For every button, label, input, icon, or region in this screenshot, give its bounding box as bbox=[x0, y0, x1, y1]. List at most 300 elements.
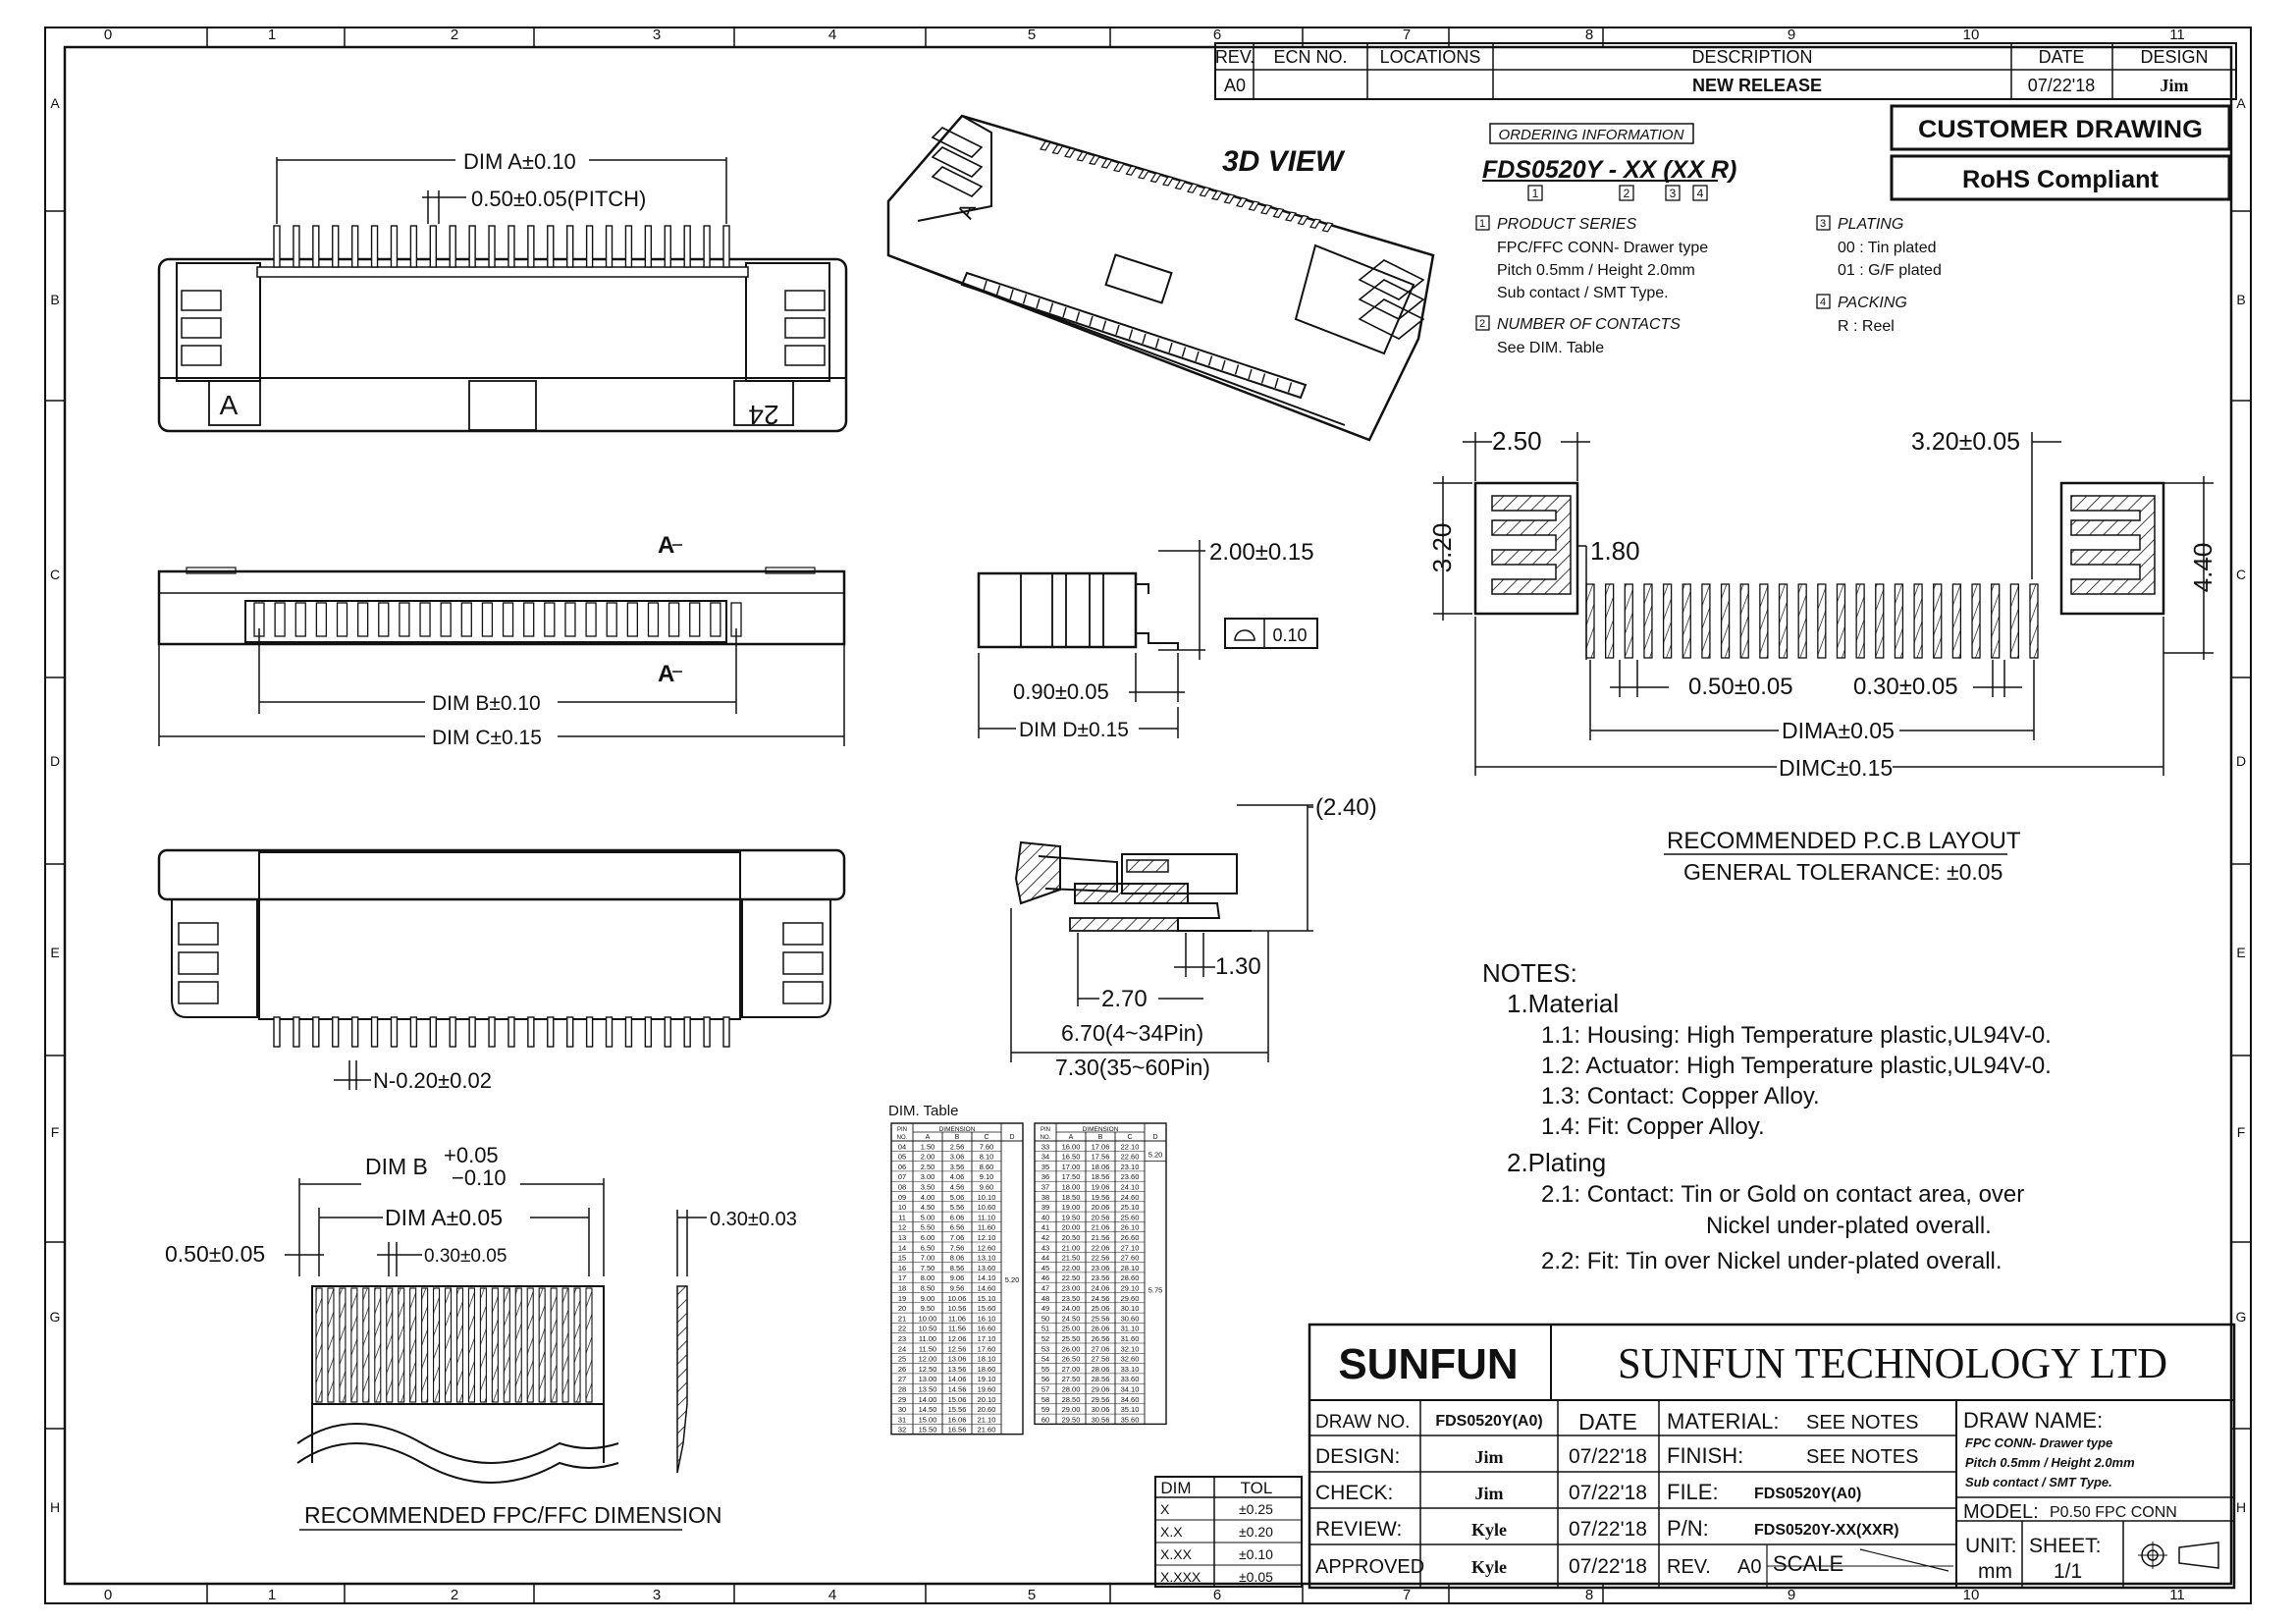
dim-table-cell: 08 bbox=[897, 1182, 907, 1192]
pin bbox=[1169, 343, 1172, 352]
dim-table-cell: 17.50 bbox=[1061, 1172, 1081, 1182]
dim-table-cell: 25.10 bbox=[1120, 1203, 1140, 1213]
pcb-pad bbox=[1644, 584, 1652, 658]
top-view bbox=[159, 149, 846, 431]
pin bbox=[333, 1017, 339, 1047]
ecn-header: ECN NO. bbox=[1273, 47, 1348, 67]
dim-table-cell: 17 bbox=[897, 1273, 907, 1283]
svg-text:3: 3 bbox=[1819, 218, 1827, 230]
pin bbox=[469, 226, 475, 267]
dim-table-cell: 60 bbox=[1041, 1415, 1050, 1425]
dim-table-cell: 26.56 bbox=[1091, 1334, 1110, 1343]
top-view-mark-a: A bbox=[219, 390, 239, 420]
dim-table-cell: 9.60 bbox=[979, 1182, 994, 1192]
border-number: 4 bbox=[828, 1587, 837, 1603]
pcb-title: RECOMMENDED P.C.B LAYOUT bbox=[1667, 828, 2021, 854]
dim-table-cell: 10.56 bbox=[947, 1304, 967, 1314]
pin bbox=[1063, 307, 1066, 317]
fpc-finger bbox=[363, 1288, 369, 1402]
pitch-n-label: N-0.20±0.02 bbox=[373, 1068, 492, 1093]
material-value: SEE NOTES bbox=[1806, 1412, 1919, 1434]
fpc-dim-a: DIM A±0.05 bbox=[385, 1205, 504, 1230]
pin bbox=[1222, 360, 1225, 370]
dim-table-cell: 25.56 bbox=[1091, 1314, 1110, 1324]
pin bbox=[1139, 170, 1148, 179]
pin bbox=[1262, 374, 1265, 384]
dim-table-cell: 41 bbox=[1041, 1222, 1050, 1232]
fpc-finger bbox=[422, 1288, 428, 1402]
dim-table-cell: 37 bbox=[1041, 1182, 1050, 1192]
border-number: 2 bbox=[450, 27, 459, 43]
svg-text:2: 2 bbox=[1478, 318, 1486, 330]
dim-table-cell: 22.06 bbox=[1091, 1243, 1110, 1253]
tol-row-tol: ±0.10 bbox=[1239, 1546, 1273, 1562]
border-number: 5 bbox=[1027, 1587, 1037, 1603]
border-number: 11 bbox=[2169, 27, 2185, 43]
svg-text:1: 1 bbox=[1531, 187, 1539, 200]
dim-table-head-pin: PIN bbox=[1040, 1127, 1051, 1133]
dim-table-head-pin: NO. bbox=[1040, 1135, 1051, 1141]
dim-table-cell: 47 bbox=[1041, 1283, 1050, 1293]
pin bbox=[313, 226, 319, 267]
ordering-information bbox=[1476, 124, 1942, 356]
dim-table-cell: 30.06 bbox=[1091, 1405, 1110, 1415]
pcb-pad bbox=[1760, 584, 1768, 658]
review-date: 07/22'18 bbox=[1569, 1518, 1647, 1541]
border-number: 1 bbox=[267, 1587, 277, 1603]
dim-table-cell: 28.00 bbox=[1061, 1384, 1081, 1394]
dim-table-cell: 27.10 bbox=[1120, 1243, 1140, 1253]
plating-title: PLATING bbox=[1838, 216, 1904, 233]
tol-row-dim: X.X bbox=[1160, 1524, 1183, 1540]
dim-table-cell: 05 bbox=[897, 1152, 907, 1162]
dim-table-cell: 17.60 bbox=[977, 1344, 996, 1354]
svg-text:1.Material: 1.Material bbox=[1507, 989, 1620, 1018]
dim-table-cell: 13.50 bbox=[918, 1384, 937, 1394]
dim-table-cell: 45 bbox=[1041, 1263, 1050, 1272]
dim-table-cell: 18.60 bbox=[977, 1364, 996, 1374]
dim-table-cell: 55 bbox=[1041, 1364, 1050, 1374]
dim-table-cell: 20.00 bbox=[1061, 1222, 1081, 1232]
svg-text:01 : G/F plated: 01 : G/F plated bbox=[1838, 262, 1942, 279]
dim-table-cell: 23.10 bbox=[1120, 1162, 1140, 1171]
pin bbox=[1176, 181, 1186, 189]
pin bbox=[1102, 159, 1112, 168]
pin bbox=[567, 1017, 573, 1047]
section-view bbox=[1011, 794, 1377, 1080]
border-right-letters bbox=[2231, 95, 2251, 1515]
section-mark-top: A bbox=[658, 532, 675, 559]
pcb-pad bbox=[1780, 584, 1788, 658]
tol-row-tol: ±0.25 bbox=[1239, 1501, 1273, 1517]
border-letter: F bbox=[2236, 1124, 2246, 1140]
dim-table-cell: 10 bbox=[897, 1203, 907, 1213]
dim-table-cell: 28.10 bbox=[1120, 1263, 1140, 1272]
rohs-badge bbox=[1892, 156, 2229, 199]
dim-table-cell: 7.00 bbox=[920, 1253, 935, 1263]
dim-table-cell: 8.56 bbox=[949, 1263, 965, 1272]
description-header: DESCRIPTION bbox=[1691, 47, 1813, 67]
svg-text:4: 4 bbox=[1819, 297, 1827, 308]
dim-table-cell: 15.60 bbox=[977, 1304, 996, 1314]
pin bbox=[528, 1017, 534, 1047]
dim-table-cell: 35 bbox=[1041, 1162, 1050, 1171]
dim-table-cell: 34.10 bbox=[1120, 1384, 1140, 1394]
dim-table-cell: 32.60 bbox=[1120, 1354, 1140, 1364]
tolerance-table bbox=[1155, 1477, 1302, 1587]
fpc-finger bbox=[387, 1288, 393, 1402]
3d-view-label: 3D VIEW bbox=[1222, 145, 1344, 178]
dim-table-cell: 23 bbox=[897, 1334, 907, 1343]
dim-table-cell: 19.10 bbox=[977, 1375, 996, 1384]
border-letter: A bbox=[50, 95, 60, 111]
dim-table-cell: 25.50 bbox=[1061, 1334, 1081, 1343]
dim-table-head-col: D bbox=[1152, 1134, 1158, 1141]
dim-c-label: DIM C±0.15 bbox=[432, 727, 542, 749]
dim-table-cell: 29.56 bbox=[1091, 1394, 1110, 1404]
pin bbox=[379, 603, 389, 636]
svg-text:2.Plating: 2.Plating bbox=[1507, 1148, 1607, 1177]
notes bbox=[1482, 958, 2052, 1274]
fpc-finger bbox=[527, 1288, 533, 1402]
dim-table-cell: 59 bbox=[1041, 1405, 1050, 1415]
dim-table-cell: 27.50 bbox=[1061, 1375, 1081, 1384]
pin bbox=[430, 1017, 436, 1047]
pin bbox=[684, 1017, 690, 1047]
design-header: DESIGN bbox=[2140, 47, 2209, 67]
dim-table-cell: 6.06 bbox=[949, 1213, 965, 1222]
dim-table-cell: 35.60 bbox=[1120, 1415, 1140, 1425]
pin bbox=[489, 226, 495, 267]
pin bbox=[450, 1017, 455, 1047]
fpc-finger bbox=[434, 1288, 440, 1402]
pin bbox=[274, 1017, 280, 1047]
dim-table-cell: 16.00 bbox=[1061, 1142, 1081, 1152]
section-mark-bottom: A bbox=[658, 661, 675, 687]
fpc-finger bbox=[456, 1288, 462, 1402]
dim-table-cell: 17.06 bbox=[1091, 1142, 1110, 1152]
company-name: SUNFUN TECHNOLOGY LTD bbox=[1618, 1339, 2167, 1387]
dim-table-cell: 26.60 bbox=[1120, 1233, 1140, 1242]
dim-table-cell: 21 bbox=[897, 1314, 907, 1324]
fpc-width: 0.30±0.05 bbox=[424, 1246, 507, 1267]
dim-table-cell: 10.10 bbox=[977, 1192, 996, 1202]
pin bbox=[1237, 198, 1247, 207]
approved-name: Kyle bbox=[1471, 1557, 1507, 1577]
pcb-dimc: DIMC±0.15 bbox=[1779, 755, 1894, 781]
pcb-pad bbox=[1972, 584, 1980, 658]
top-view-pins bbox=[274, 226, 729, 267]
pin bbox=[1010, 290, 1013, 299]
dim-table-cell: 12.56 bbox=[947, 1344, 967, 1354]
pin bbox=[1163, 177, 1173, 186]
border-letter: G bbox=[49, 1309, 61, 1325]
pin bbox=[586, 603, 596, 636]
fpc-finger bbox=[480, 1288, 486, 1402]
fpc-finger bbox=[328, 1288, 334, 1402]
dim-table-cell: 13.06 bbox=[947, 1354, 967, 1364]
dim-table-cell: 34 bbox=[1041, 1152, 1050, 1162]
pin bbox=[1143, 334, 1146, 344]
border-number: 2 bbox=[450, 1587, 459, 1603]
fpc-dimension bbox=[165, 1143, 797, 1530]
dim-table-cell: 07 bbox=[897, 1172, 907, 1182]
svg-text:3: 3 bbox=[1669, 187, 1677, 200]
dim-table-cell: 8.06 bbox=[949, 1253, 965, 1263]
dim-table-cell: 18.10 bbox=[977, 1354, 996, 1364]
dim-table-d-value: 5.20 bbox=[1004, 1275, 1020, 1285]
dim-table-cell: 26.10 bbox=[1120, 1222, 1140, 1232]
dim-table-head-pin: NO. bbox=[896, 1135, 908, 1141]
unit-label: UNIT: bbox=[1965, 1535, 2017, 1557]
date-header: DATE bbox=[2038, 47, 2085, 67]
dim-table-cell: 10.06 bbox=[947, 1293, 967, 1303]
dim-table-head-col: B bbox=[954, 1134, 960, 1141]
pin bbox=[1116, 325, 1119, 335]
dim-table-cell: 9.00 bbox=[920, 1293, 935, 1303]
svg-text:Sub contact / SMT Type.: Sub contact / SMT Type. bbox=[1497, 285, 1669, 301]
pcb-pad bbox=[1625, 584, 1632, 658]
dim-table-cell: 36 bbox=[1041, 1172, 1050, 1182]
flatness-value: 0.10 bbox=[1272, 625, 1308, 645]
pin bbox=[489, 1017, 495, 1047]
border-number: 10 bbox=[1962, 27, 1980, 43]
dim-table-cell: 24.00 bbox=[1061, 1304, 1081, 1314]
pin bbox=[587, 1017, 593, 1047]
dim-table-cell: 23.06 bbox=[1091, 1263, 1110, 1272]
dim-table-cell: 57 bbox=[1041, 1384, 1050, 1394]
dim-table-cell: 6.56 bbox=[949, 1222, 965, 1232]
fpc-finger bbox=[316, 1288, 322, 1402]
pcb-dim-250: 2.50 bbox=[1492, 426, 1542, 456]
dim-table-cell: 8.00 bbox=[920, 1273, 935, 1283]
dim-table-cell: 27.56 bbox=[1091, 1354, 1110, 1364]
border-letter: B bbox=[50, 292, 60, 307]
pcb-pad bbox=[2010, 584, 2018, 658]
dim-table-cell: 6.00 bbox=[920, 1233, 935, 1242]
pin bbox=[665, 1017, 670, 1047]
border-number: 8 bbox=[1584, 1587, 1594, 1603]
dim-table-cell: 6.50 bbox=[920, 1243, 935, 1253]
notes-title: NOTES: bbox=[1482, 958, 1577, 988]
dim-table-cell: 49 bbox=[1041, 1304, 1050, 1314]
pn-value: FDS0520Y-XX(XXR) bbox=[1754, 1522, 1899, 1539]
dim-table-cell: 7.50 bbox=[920, 1263, 935, 1272]
tol-row-tol: ±0.20 bbox=[1239, 1524, 1273, 1540]
border-number: 7 bbox=[1402, 27, 1412, 43]
pin bbox=[352, 1017, 358, 1047]
dim-table-title: DIM. Table bbox=[888, 1103, 959, 1119]
dim-table-d-value: 5.20 bbox=[1148, 1150, 1163, 1160]
border-letter: D bbox=[49, 753, 61, 769]
dim-table-cell: 33 bbox=[1041, 1142, 1050, 1152]
dim-table-cell: 29.10 bbox=[1120, 1283, 1140, 1293]
dim-table-cell: 12.10 bbox=[977, 1233, 996, 1242]
pcb-dima: DIMA±0.05 bbox=[1782, 718, 1895, 743]
dim-table-cell: 10.60 bbox=[977, 1203, 996, 1213]
product-series-title: PRODUCT SERIES bbox=[1497, 216, 1637, 233]
file-label: FILE: bbox=[1667, 1480, 1719, 1504]
svg-text:1: 1 bbox=[1478, 218, 1486, 230]
dim-table-cell: 16.50 bbox=[1061, 1152, 1081, 1162]
pcb-tolerance: GENERAL TOLERANCE: ±0.05 bbox=[1683, 859, 2003, 885]
dim-table-cell: 7.56 bbox=[949, 1243, 965, 1253]
dim-table-cell: 20.10 bbox=[977, 1394, 996, 1404]
dim-table-cell: 28.50 bbox=[1061, 1394, 1081, 1404]
dim-table-cell: 23.50 bbox=[1061, 1293, 1081, 1303]
svg-text:Pitch 0.5mm / Height 2.0mm: Pitch 0.5mm / Height 2.0mm bbox=[1965, 1455, 2135, 1470]
pin bbox=[338, 603, 347, 636]
pin bbox=[565, 603, 575, 636]
pin bbox=[1201, 188, 1210, 196]
pcb-pad bbox=[1876, 584, 1884, 658]
dim-table-cell: 27 bbox=[897, 1375, 907, 1384]
dim-table-cell: 5.56 bbox=[949, 1203, 965, 1213]
pin bbox=[333, 226, 339, 267]
pcb-pads bbox=[1586, 584, 2038, 658]
border-left-letters bbox=[45, 95, 65, 1515]
dim-table-cell: 8.10 bbox=[979, 1152, 994, 1162]
pcb-pad bbox=[1992, 584, 2000, 658]
dim-table-cell: 7.60 bbox=[979, 1142, 994, 1152]
dim-table-cell: 9.06 bbox=[949, 1273, 965, 1283]
border-number: 6 bbox=[1212, 1587, 1222, 1603]
contacts-title: NUMBER OF CONTACTS bbox=[1497, 316, 1681, 333]
dim-table-cell: 10.00 bbox=[918, 1314, 937, 1324]
border-number: 0 bbox=[103, 27, 113, 43]
dim-table-cell: 4.50 bbox=[920, 1203, 935, 1213]
pin bbox=[524, 603, 534, 636]
date-value: 07/22'18 bbox=[2027, 76, 2096, 95]
dim-table-cell: 19.56 bbox=[1091, 1192, 1110, 1202]
dim-table-head-col: C bbox=[984, 1134, 989, 1141]
dim-table-cell: 2.00 bbox=[920, 1152, 935, 1162]
tol-row-tol: ±0.05 bbox=[1239, 1569, 1273, 1585]
pin bbox=[1090, 316, 1093, 326]
pin bbox=[1236, 365, 1239, 375]
dim-table-cell: 56 bbox=[1041, 1375, 1050, 1384]
dim-table-cell: 5.50 bbox=[920, 1222, 935, 1232]
border-letter: F bbox=[50, 1124, 60, 1140]
dim-d-label: DIM D±0.15 bbox=[1019, 719, 1129, 741]
part-number: FDS0520Y - XX (XX R) bbox=[1482, 156, 1737, 184]
dim-table-cell: 50 bbox=[1041, 1314, 1050, 1324]
pin bbox=[704, 1017, 710, 1047]
dim-table-cell: 22.10 bbox=[1120, 1142, 1140, 1152]
border-letter: B bbox=[2236, 292, 2246, 307]
design-name: Jim bbox=[1474, 1447, 1504, 1467]
border-number: 10 bbox=[1962, 1587, 1980, 1603]
dim-table-cell: 19 bbox=[897, 1293, 907, 1303]
dim-table-cell: 19.60 bbox=[977, 1384, 996, 1394]
dim-table-cell: 19.50 bbox=[1061, 1213, 1081, 1222]
draw-no-value: FDS0520Y(A0) bbox=[1435, 1413, 1543, 1430]
fpc-finger bbox=[504, 1288, 509, 1402]
dim-table-cell: 4.06 bbox=[949, 1172, 965, 1182]
dim-table-head-col: A bbox=[1068, 1134, 1074, 1141]
dim-table-cell: 20.50 bbox=[1061, 1233, 1081, 1242]
fpc-finger bbox=[340, 1288, 346, 1402]
dim-table-cell: 20.06 bbox=[1091, 1203, 1110, 1213]
border-number: 9 bbox=[1787, 1587, 1796, 1603]
dim-table-cell: 11.56 bbox=[947, 1324, 967, 1333]
dim-table-cell: 16.10 bbox=[977, 1314, 996, 1324]
dim-table-cell: 8.60 bbox=[979, 1162, 994, 1171]
pin bbox=[391, 1017, 397, 1047]
fpc-title: RECOMMENDED FPC/FFC DIMENSION bbox=[304, 1502, 722, 1528]
dim-table-cell: 22.50 bbox=[1061, 1273, 1081, 1283]
fpc-dim-b: DIM B bbox=[365, 1154, 428, 1179]
svg-text:Pitch 0.5mm / Height 2.0mm: Pitch 0.5mm / Height 2.0mm bbox=[1497, 262, 1695, 279]
pin bbox=[504, 603, 513, 636]
dim-table-cell: 4.56 bbox=[949, 1182, 965, 1192]
svg-text:4: 4 bbox=[1696, 187, 1704, 200]
dim-table-cell: 20.56 bbox=[1091, 1213, 1110, 1222]
dim-table-cell: 11.50 bbox=[918, 1344, 937, 1354]
section-dim-730: 7.30(35~60Pin) bbox=[1055, 1055, 1210, 1080]
section-dim-270: 2.70 bbox=[1101, 986, 1148, 1012]
pin bbox=[372, 226, 378, 267]
dim-table-cell: 24.10 bbox=[1120, 1182, 1140, 1192]
svg-text:1.1: Housing: High Temperature: 1.1: Housing: High Temperature plastic,UL94V-0. bbox=[1541, 1022, 2052, 1049]
pin bbox=[723, 226, 729, 267]
dim-table-cell: 52 bbox=[1041, 1334, 1050, 1343]
side-view bbox=[979, 539, 1317, 741]
material-label: MATERIAL: bbox=[1667, 1409, 1780, 1434]
pcb-dim-180: 1.80 bbox=[1590, 536, 1640, 566]
svg-text:See DIM. Table: See DIM. Table bbox=[1497, 340, 1605, 356]
height-dim: 2.00±0.15 bbox=[1209, 539, 1314, 566]
pin bbox=[645, 1017, 651, 1047]
pin bbox=[508, 1017, 514, 1047]
dim-table-cell: 28 bbox=[897, 1384, 907, 1394]
border-number: 3 bbox=[652, 27, 662, 43]
dim-table-cell: 29.06 bbox=[1091, 1384, 1110, 1394]
dim-table-cell: 44 bbox=[1041, 1253, 1050, 1263]
fpc-finger bbox=[468, 1288, 474, 1402]
border-letter: C bbox=[2235, 567, 2247, 582]
fpc-finger bbox=[446, 1288, 452, 1402]
pin bbox=[1249, 369, 1252, 379]
pin bbox=[587, 226, 593, 267]
pin bbox=[1274, 208, 1284, 217]
pin bbox=[420, 603, 430, 636]
dim-table-cell: 1.50 bbox=[920, 1142, 935, 1152]
dim-table-cell: 12.50 bbox=[918, 1364, 937, 1374]
border-letter: C bbox=[49, 567, 61, 582]
pcb-pad bbox=[1856, 584, 1864, 658]
model-value: P0.50 FPC CONN bbox=[2050, 1504, 2177, 1521]
dim-table-cell: 14.10 bbox=[977, 1273, 996, 1283]
dim-table-cell: 21.60 bbox=[977, 1425, 996, 1435]
dim-table-cell: 2.50 bbox=[920, 1162, 935, 1171]
border-number: 4 bbox=[828, 27, 837, 43]
dim-table-cell: 26.50 bbox=[1061, 1354, 1081, 1364]
dim-table-cell: 15.56 bbox=[947, 1405, 967, 1415]
pin bbox=[1078, 152, 1088, 161]
dim-table-cell: 9.50 bbox=[920, 1304, 935, 1314]
pin bbox=[1090, 155, 1099, 164]
customer-drawing-badge bbox=[1892, 106, 2229, 149]
dim-table-cell: 15.06 bbox=[947, 1394, 967, 1404]
tol-header-tol: TOL bbox=[1240, 1479, 1273, 1497]
3d-view bbox=[888, 116, 1433, 440]
sheet-value: 1/1 bbox=[2054, 1560, 2083, 1583]
fpc-finger bbox=[399, 1288, 404, 1402]
pin bbox=[1275, 378, 1278, 388]
dim-table-cell: 33.10 bbox=[1120, 1364, 1140, 1374]
fpc-finger bbox=[375, 1288, 381, 1402]
